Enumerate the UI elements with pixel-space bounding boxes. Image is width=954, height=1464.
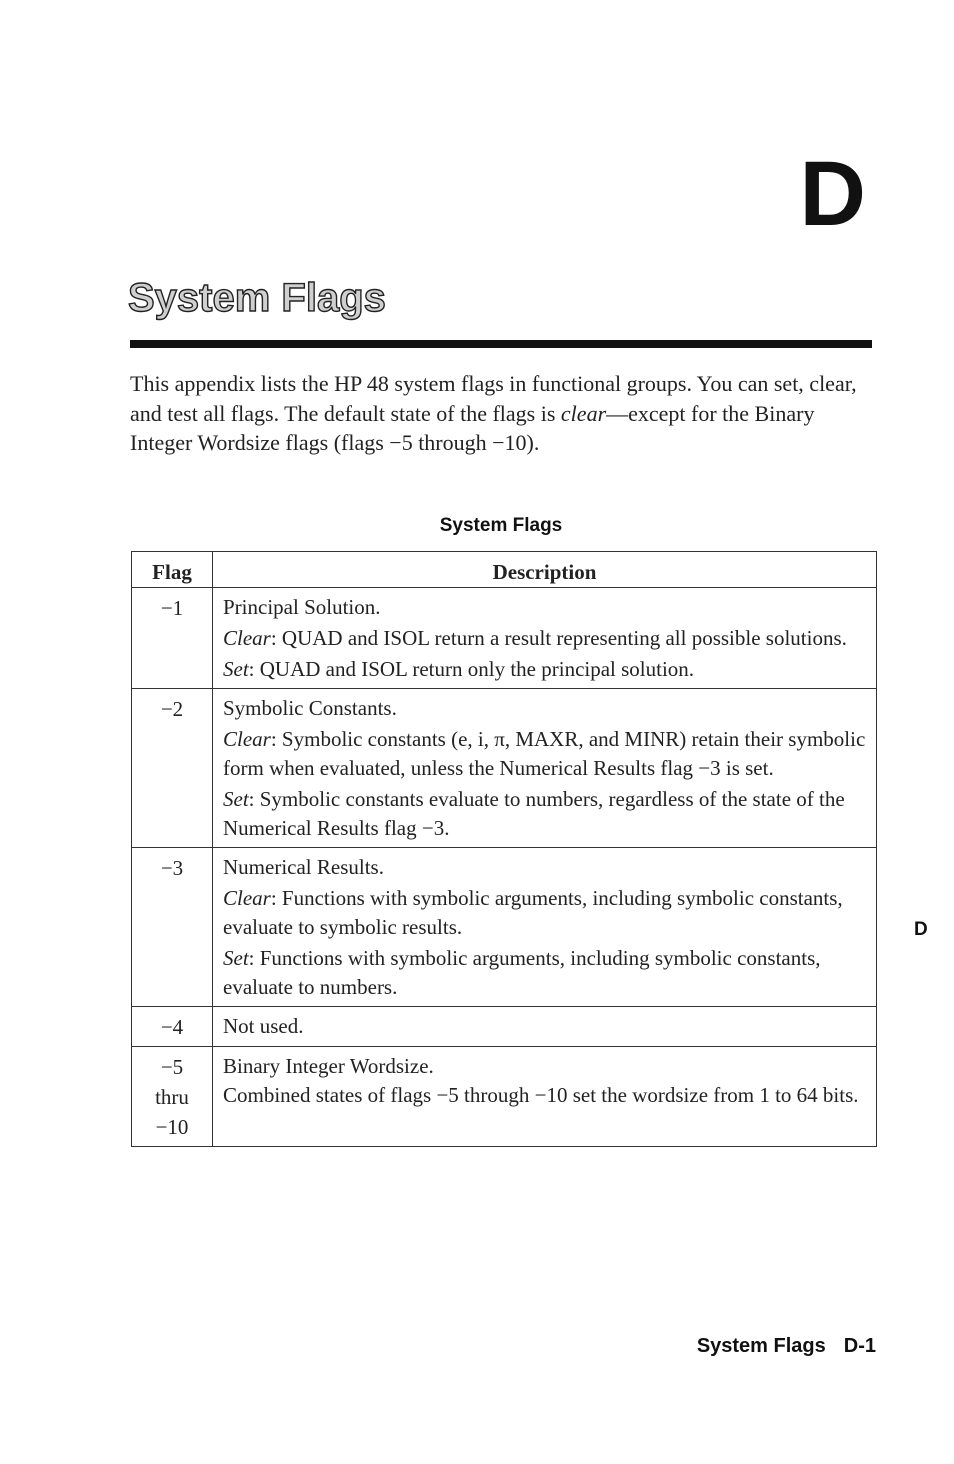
flag-name: Principal Solution.: [223, 595, 381, 619]
table-row: [132, 588, 877, 689]
chapter-title: System Flags: [128, 276, 386, 320]
flag-cell: [132, 1047, 213, 1147]
description-cell: [213, 848, 877, 1007]
flag-cell: −2: [132, 689, 213, 848]
set-description: [223, 944, 866, 1002]
flag-detail: Combined states of flags −5 through −10 set the wordsize from 1 to 64 bits.: [223, 1083, 859, 1107]
clear-label: Clear: [223, 886, 271, 910]
footer-section: System Flags: [696, 1335, 826, 1357]
table-row: [132, 1007, 877, 1047]
side-tab-letter: D: [914, 919, 928, 940]
description-cell: [213, 1007, 877, 1047]
flag-cell: −4: [132, 1007, 213, 1047]
page-footer: [697, 1335, 876, 1358]
set-text: : Symbolic constants evaluate to numbers, regardless of the state of the Numerical Results flag −3.: [223, 787, 845, 840]
clear-text: : Symbolic constants (e, i, π, MAXR, and MINR) retain their symbolic form when evaluated, unless the Numerical Results flag −3 is set.: [223, 727, 866, 780]
set-label: Set: [223, 787, 249, 811]
flag-name: Symbolic Constants.: [223, 696, 397, 720]
set-description: [223, 655, 866, 684]
flag-range-start: −5: [160, 1055, 184, 1079]
description-cell: [213, 689, 877, 848]
set-label: Set: [223, 946, 249, 970]
system-flags-table: [131, 551, 877, 1147]
flag-cell: −1: [132, 588, 213, 689]
flag-name: Not used.: [223, 1014, 304, 1038]
clear-text: : QUAD and ISOL return a result representing all possible solutions.: [270, 626, 847, 650]
intro-emphasis: clear: [560, 400, 607, 426]
table-row: [132, 848, 877, 1007]
set-text: : QUAD and ISOL return only the principal solution.: [248, 657, 695, 681]
intro-paragraph: [130, 369, 870, 458]
clear-text: : Functions with symbolic arguments, including symbolic constants, evaluate to symbolic results.: [223, 886, 843, 939]
clear-description: [223, 725, 866, 783]
intro-text-2: —except for the Binary Integer Wordsize flags (flags −5 through −10).: [130, 400, 815, 455]
description-cell: [213, 588, 877, 689]
intro-text-1: This appendix lists the HP 48 system flags in functional groups. You can set, clear, and test all flags. The default state of the flags is: [130, 371, 857, 426]
set-text: : Functions with symbolic arguments, including symbolic constants, evaluate to numbers.: [223, 946, 821, 999]
flag-name: Numerical Results.: [223, 855, 384, 879]
clear-description: [223, 624, 866, 653]
description-cell: [213, 1047, 877, 1147]
table-row: [132, 689, 877, 848]
chapter-letter: D: [799, 143, 866, 245]
clear-label: Clear: [223, 727, 271, 751]
clear-description: [223, 884, 866, 942]
page-number: D-1: [843, 1335, 876, 1357]
table-header-row: [132, 552, 877, 588]
set-description: [223, 785, 866, 843]
flag-range-end: −10: [155, 1115, 189, 1139]
flag-range-thru: thru: [155, 1085, 189, 1109]
flag-column-header: Flag: [132, 552, 213, 588]
flag-name: Binary Integer Wordsize.: [223, 1054, 434, 1078]
table-caption: System Flags: [439, 515, 563, 536]
description-column-header: Description: [213, 552, 877, 588]
title-rule: [130, 340, 872, 348]
set-label: Set: [223, 657, 249, 681]
flag-cell: −3: [132, 848, 213, 1007]
clear-label: Clear: [223, 626, 271, 650]
table-row: [132, 1047, 877, 1147]
